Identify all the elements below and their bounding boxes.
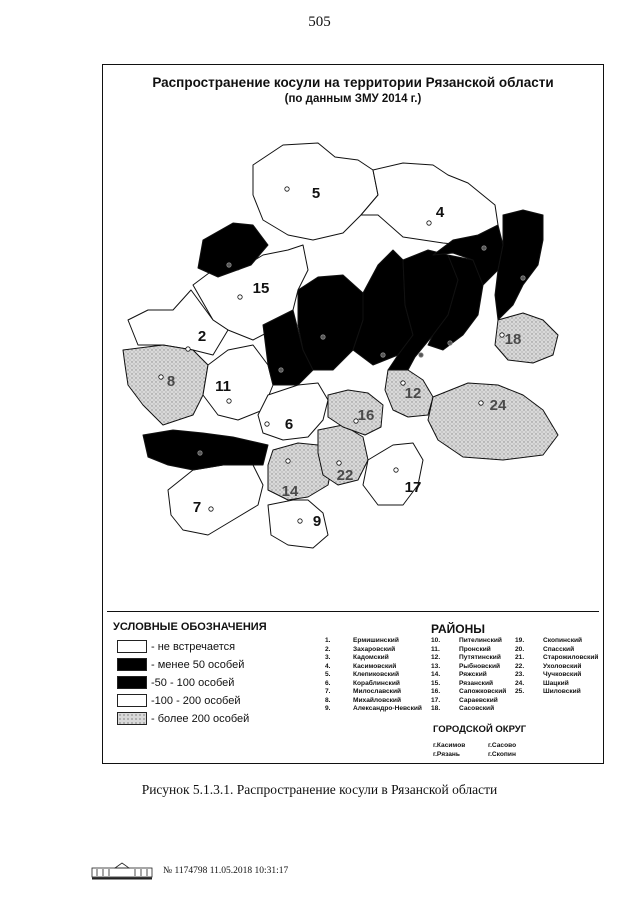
district-row <box>325 705 422 714</box>
district-number: 2. <box>325 645 331 653</box>
legend-item-none <box>117 639 235 654</box>
legend-swatch-none <box>117 640 147 653</box>
district-name: Милославский <box>353 688 402 695</box>
district-name: Путятинский <box>459 654 501 661</box>
district-row <box>515 671 598 680</box>
districts-title: РАЙОНЫ <box>431 622 485 636</box>
district-row <box>515 680 598 689</box>
district-number: 20. <box>515 645 525 653</box>
district-row <box>325 697 422 706</box>
district-name: Рыбновский <box>459 662 501 670</box>
district-name: Сапожковский <box>459 688 507 695</box>
district-center-marker <box>198 451 202 455</box>
district-number-label: 9 <box>312 513 322 530</box>
city-districts-list <box>433 741 543 759</box>
district-number: 7. <box>325 688 331 695</box>
district-number-label: 17 <box>404 479 422 496</box>
page-number: 505 <box>308 14 331 30</box>
district-center-marker <box>448 341 452 345</box>
legend-label: - более 200 особей <box>151 712 250 725</box>
document-stamp <box>91 862 288 880</box>
map-subtitle: (по данным ЗМУ 2014 г.) <box>284 93 422 105</box>
district-name: Александро-Невский <box>353 705 422 712</box>
district-center-marker <box>482 246 486 250</box>
district-area <box>495 210 543 320</box>
district-row <box>325 663 422 672</box>
district-number-label: 2 <box>197 328 207 345</box>
district-center-marker <box>238 295 242 299</box>
district-number: 1. <box>325 637 331 644</box>
district-number: 15. <box>431 679 441 687</box>
district-center-marker <box>500 333 504 337</box>
district-number: 14. <box>431 671 441 678</box>
figure-caption: Рисунок 5.1.3.1. Распространение косули в Рязанской области <box>141 782 498 797</box>
district-center-marker <box>381 353 385 357</box>
district-row <box>431 671 506 680</box>
district-area <box>361 163 498 245</box>
district-name: Кораблинский <box>353 679 400 687</box>
district-number: 11. <box>431 645 440 653</box>
city-district-item: г.Сасово <box>488 742 517 749</box>
district-center-marker <box>427 221 431 225</box>
district-center-marker <box>419 353 423 357</box>
district-column-3 <box>515 637 598 697</box>
city-district-item: г.Скопин <box>488 751 516 758</box>
district-center-marker <box>521 276 525 280</box>
district-number-label: 5 <box>311 185 321 202</box>
district-number: 8. <box>325 696 331 704</box>
legend-item-gt200 <box>117 711 249 726</box>
district-area <box>428 383 558 460</box>
city-district-item: г.Рязань <box>433 751 460 758</box>
district-center-marker <box>298 519 302 523</box>
district-name: Шацкий <box>543 679 569 687</box>
district-number: 3. <box>325 654 331 661</box>
district-name: Пителинский <box>459 637 502 644</box>
district-row <box>325 671 422 680</box>
district-number: 4. <box>325 662 331 670</box>
district-number-label: 15 <box>252 280 270 297</box>
city-districts-title: ГОРОДСКОЙ ОКРУГ <box>433 724 527 735</box>
district-name: Михайловский <box>353 696 402 704</box>
district-area <box>298 275 363 370</box>
district-column-1 <box>325 637 422 714</box>
government-building-logo-icon <box>91 862 153 880</box>
district-center-marker <box>394 468 398 472</box>
district-name: Касимовский <box>353 662 397 670</box>
district-area <box>123 345 208 425</box>
district-number: 16. <box>431 688 441 695</box>
district-name: Ухоловский <box>543 662 582 670</box>
legend-item-50-100 <box>117 675 234 690</box>
district-number-label: 16 <box>357 407 375 424</box>
district-area <box>143 430 268 470</box>
legend-item-100-200 <box>117 693 241 708</box>
legend-label: -50 - 100 особей <box>151 676 235 689</box>
city-district-item: г.Касимов <box>433 742 466 749</box>
district-center-marker <box>227 399 231 403</box>
district-row <box>325 637 422 646</box>
district-row <box>325 680 422 689</box>
district-row <box>515 688 598 697</box>
region-map <box>103 65 603 610</box>
district-number-label: 7 <box>192 499 202 516</box>
district-name: Скопинский <box>543 637 583 644</box>
legend-swatch-lt50 <box>117 658 147 671</box>
legend-divider <box>107 611 599 612</box>
district-row <box>515 646 598 655</box>
map-title: Распространение косули на территории Рязанской области <box>152 75 554 90</box>
legend-item-lt50 <box>117 657 244 672</box>
district-row <box>515 663 598 672</box>
district-row <box>431 697 506 706</box>
district-row <box>325 688 422 697</box>
district-center-marker <box>479 401 483 405</box>
district-number-label: 8 <box>166 373 176 390</box>
district-row <box>515 654 598 663</box>
district-row <box>431 688 506 697</box>
legend-label: - менее 50 особей <box>151 658 245 671</box>
district-center-marker <box>285 187 289 191</box>
district-center-marker <box>227 263 231 267</box>
district-number: 17. <box>431 696 441 704</box>
district-number: 19. <box>515 637 525 644</box>
district-row <box>515 637 598 646</box>
district-center-marker <box>337 461 341 465</box>
district-number: 9. <box>325 705 331 712</box>
district-name: Кадомский <box>353 654 389 661</box>
district-number: 18. <box>431 705 441 712</box>
district-name: Старожиловский <box>543 654 599 661</box>
district-row <box>431 663 506 672</box>
district-row <box>431 680 506 689</box>
legend-title: УСЛОВНЫЕ ОБОЗНАЧЕНИЯ <box>113 621 267 633</box>
district-row <box>325 646 422 655</box>
map-frame <box>102 64 604 764</box>
district-center-marker <box>279 368 283 372</box>
district-row <box>431 646 506 655</box>
district-number-label: 14 <box>281 483 299 500</box>
district-center-marker <box>286 459 290 463</box>
district-name: Ряжский <box>459 671 487 678</box>
district-number: 25. <box>515 688 525 695</box>
district-name: Захаровский <box>353 645 396 653</box>
district-number-label: 11 <box>215 378 231 395</box>
district-name: Ермишинский <box>353 637 399 644</box>
district-number: 12. <box>431 654 441 661</box>
district-center-marker <box>159 375 163 379</box>
district-name: Клепиковский <box>353 671 400 678</box>
district-number: 23. <box>515 671 525 678</box>
district-name: Шиловский <box>543 688 581 695</box>
district-number: 22. <box>515 662 525 670</box>
district-row <box>431 654 506 663</box>
district-name: Сараевский <box>459 696 498 704</box>
district-number: 21. <box>515 654 525 661</box>
district-name: Сасовский <box>459 705 495 712</box>
district-center-marker <box>186 347 190 351</box>
district-row <box>431 637 506 646</box>
district-center-marker <box>321 335 325 339</box>
district-name: Спасский <box>543 645 575 653</box>
legend-swatch-50-100 <box>117 676 147 689</box>
district-number: 6. <box>325 679 331 687</box>
district-row <box>431 705 506 714</box>
district-number-label: 22 <box>336 467 354 484</box>
district-center-marker <box>265 422 269 426</box>
legend-label: -100 - 200 особей <box>151 694 241 707</box>
district-center-marker <box>209 507 213 511</box>
district-column-2 <box>431 637 506 714</box>
district-number: 5. <box>325 671 331 678</box>
district-number: 10. <box>431 637 441 644</box>
district-number: 24. <box>515 679 525 687</box>
district-name: Пронский <box>459 645 491 653</box>
district-number-label: 18 <box>504 331 522 348</box>
district-row <box>325 654 422 663</box>
legend-swatch-gt200 <box>117 712 147 725</box>
district-number-label: 12 <box>404 385 422 402</box>
district-name: Чучковский <box>543 671 582 678</box>
district-area <box>168 465 263 535</box>
district-number-label: 24 <box>489 397 507 414</box>
stamp-text: № 1174798 11.05.2018 10:31:17 <box>163 866 289 876</box>
district-number-label: 6 <box>284 416 294 433</box>
legend-swatch-100-200 <box>117 694 147 707</box>
district-name: Рязанский <box>459 679 494 687</box>
legend-label: - не встречается <box>151 640 236 653</box>
district-number-label: 4 <box>435 204 445 221</box>
district-number: 13. <box>431 662 441 670</box>
